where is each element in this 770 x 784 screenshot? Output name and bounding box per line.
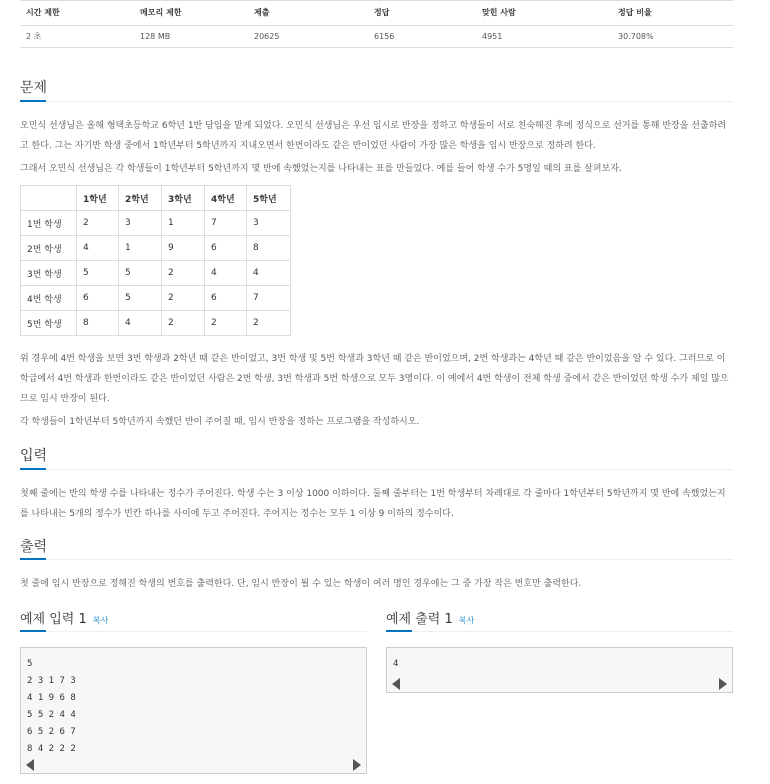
- divider: [20, 631, 367, 632]
- table-cell: 2: [77, 211, 119, 236]
- stat-header: 메모리 제한: [134, 1, 248, 25]
- row-label: 5번 학생: [21, 311, 77, 336]
- sample-input-line: 6 5 2 6 7: [27, 727, 76, 737]
- problem-paragraph-2: 그래서 오민식 선생님은 각 학생들이 1학년부터 5학년까지 몇 반에 속했었는지를 나타내는 표를 만들었다. 예를 들어 학생 수가 5명일 때의 표를 살펴보자.: [20, 164, 622, 174]
- table-cell: 4: [77, 236, 119, 261]
- row-label: 2번 학생: [21, 236, 77, 261]
- copy-output-button[interactable]: 복사: [458, 616, 475, 625]
- stat-accepted: 6156: [368, 25, 476, 47]
- table-cell: 1: [162, 211, 205, 236]
- stat-accept-ratio: 30.708%: [612, 25, 733, 47]
- class-table: [20, 185, 291, 336]
- sample-output-title: 예제 출력 1: [386, 612, 453, 627]
- table-col-header: 2학년: [119, 186, 162, 211]
- table-cell: 8: [247, 236, 291, 261]
- output-title: 출력: [20, 539, 48, 555]
- sample-input-title: 예제 입력 1: [20, 612, 87, 627]
- table-cell: 2: [162, 261, 205, 286]
- title-accent: [20, 630, 46, 632]
- title-accent: [386, 630, 412, 632]
- table-cell: 1: [119, 236, 162, 261]
- input-description: 첫째 줄에는 반의 학생 수를 나타내는 정수가 주어진다. 학생 수는 3 이상 1000 이하이다. 둘째 줄부터는 1번 학생부터 차례대로 각 줄마다 1학년부터 5학년까지 몇 반에 속했었는지를 나타내는 5개의 정수가 빈칸 하나를 사이에 두고 주어진다. 주어지는 정수는 모두 1 이상 9 이하의 정수이다.: [20, 489, 726, 519]
- table-cell: 7: [247, 286, 291, 311]
- table-cell: 6: [205, 236, 247, 261]
- stat-header: 정답: [368, 1, 476, 25]
- sample-input-header: [20, 608, 108, 627]
- problem-paragraph-4: 각 학생들이 1학년부터 5학년까지 속했던 반이 주어질 때, 임시 반장을 정하는 프로그램을 작성하시오.: [20, 417, 420, 427]
- table-row: [21, 261, 291, 286]
- sample-output-header: [386, 608, 474, 627]
- problem-paragraph-3: 위 경우에 4번 학생을 보면 3번 학생과 2학년 때 같은 반이었고, 3번 학생 및 5번 학생과 3학년 때 같은 반이었으며, 2번 학생과는 4학년 때 같은 반이었음을 알 수 있다. 그러므로 이 학급에서 4번 학생과 한번이라도 같은 반이었던 사람은 2번 학생, 3번 학생과 5번 학생으로 모두 3명이다. 이 예에서 4번 학생이 전체 학생 중에서 같은 반이었던 학생 수가 제일 많으므로 임시 반장이 된다.: [20, 354, 729, 404]
- table-col-header: 3학년: [162, 186, 205, 211]
- table-cell: 5: [119, 261, 162, 286]
- divider: [20, 559, 733, 560]
- stat-memory-limit: 128 MB: [134, 25, 248, 47]
- table-row: [21, 286, 291, 311]
- title-accent: [20, 468, 46, 470]
- table-cell: 2: [247, 311, 291, 336]
- divider: [20, 101, 733, 102]
- table-row: [21, 211, 291, 236]
- sample-input-line: 4 1 9 6 8: [27, 693, 76, 703]
- sample-input-box[interactable]: [20, 647, 367, 774]
- table-cell: 6: [205, 286, 247, 311]
- copy-input-button[interactable]: 복사: [92, 616, 109, 625]
- table-col-header: 5학년: [247, 186, 291, 211]
- row-label: 1번 학생: [21, 211, 77, 236]
- scroll-right-icon[interactable]: [719, 678, 727, 690]
- stat-time-limit: 2 초: [20, 25, 134, 47]
- row-label: 3번 학생: [21, 261, 77, 286]
- row-label: 4번 학생: [21, 286, 77, 311]
- title-accent: [20, 100, 46, 102]
- stat-header: 제출: [248, 1, 368, 25]
- scroll-left-icon[interactable]: [392, 678, 400, 690]
- stat-header: 시간 제한: [20, 1, 134, 25]
- table-corner: [21, 186, 77, 211]
- table-row: [21, 311, 291, 336]
- table-row: [21, 236, 291, 261]
- stat-submissions: 20625: [248, 25, 368, 47]
- sample-input-line: 5 5 2 4 4: [27, 710, 76, 720]
- table-cell: 2: [162, 311, 205, 336]
- table-cell: 5: [119, 286, 162, 311]
- table-cell: 2: [162, 286, 205, 311]
- title-accent: [20, 558, 46, 560]
- divider: [386, 631, 733, 632]
- horizontal-scrollbar[interactable]: [21, 755, 366, 773]
- sample-output-box[interactable]: [386, 647, 733, 693]
- scroll-left-icon[interactable]: [26, 759, 34, 771]
- table-cell: 2: [205, 311, 247, 336]
- input-title: 입력: [20, 448, 48, 464]
- table-cell: 8: [77, 311, 119, 336]
- stat-solved-users: 4951: [476, 25, 612, 47]
- stat-header: 정답 비율: [612, 1, 733, 25]
- sample-output-line: 4: [393, 659, 399, 669]
- stat-header: 맞힌 사람: [476, 1, 612, 25]
- sample-input-line: 5: [27, 659, 33, 669]
- table-col-header: 1학년: [77, 186, 119, 211]
- table-cell: 4: [247, 261, 291, 286]
- table-cell: 9: [162, 236, 205, 261]
- table-cell: 4: [205, 261, 247, 286]
- table-cell: 5: [77, 261, 119, 286]
- problem-info-table: [20, 0, 733, 48]
- problem-title: 문제: [20, 80, 48, 96]
- divider: [20, 469, 733, 470]
- output-description: 첫 줄에 임시 반장으로 정해진 학생의 번호를 출력한다. 단, 임시 반장이 될 수 있는 학생이 여러 명인 경우에는 그 중 가장 작은 번호만 출력한다.: [20, 579, 582, 589]
- table-cell: 4: [119, 311, 162, 336]
- table-cell: 3: [247, 211, 291, 236]
- problem-paragraph-1: 오민식 선생님은 올해 형택초등학교 6학년 1반 담임을 맡게 되었다. 오민식 선생님은 우선 임시로 반장을 정하고 학생들이 서로 친숙해진 후에 정식으로 선거를 통해 반장을 선출하려고 한다. 그는 자기반 학생 중에서 1학년부터 5학년까지 지내오면서 한번이라도 같은 반이었던 사람이 가장 많은 학생을 임시 반장으로 정하려 한다.: [20, 121, 727, 151]
- table-cell: 6: [77, 286, 119, 311]
- table-cell: 7: [205, 211, 247, 236]
- sample-input-line: 2 3 1 7 3: [27, 676, 76, 686]
- table-col-header: 4학년: [205, 186, 247, 211]
- sample-input-line: 8 4 2 2 2: [27, 744, 76, 754]
- horizontal-scrollbar[interactable]: [387, 674, 732, 692]
- scroll-right-icon[interactable]: [353, 759, 361, 771]
- table-cell: 3: [119, 211, 162, 236]
